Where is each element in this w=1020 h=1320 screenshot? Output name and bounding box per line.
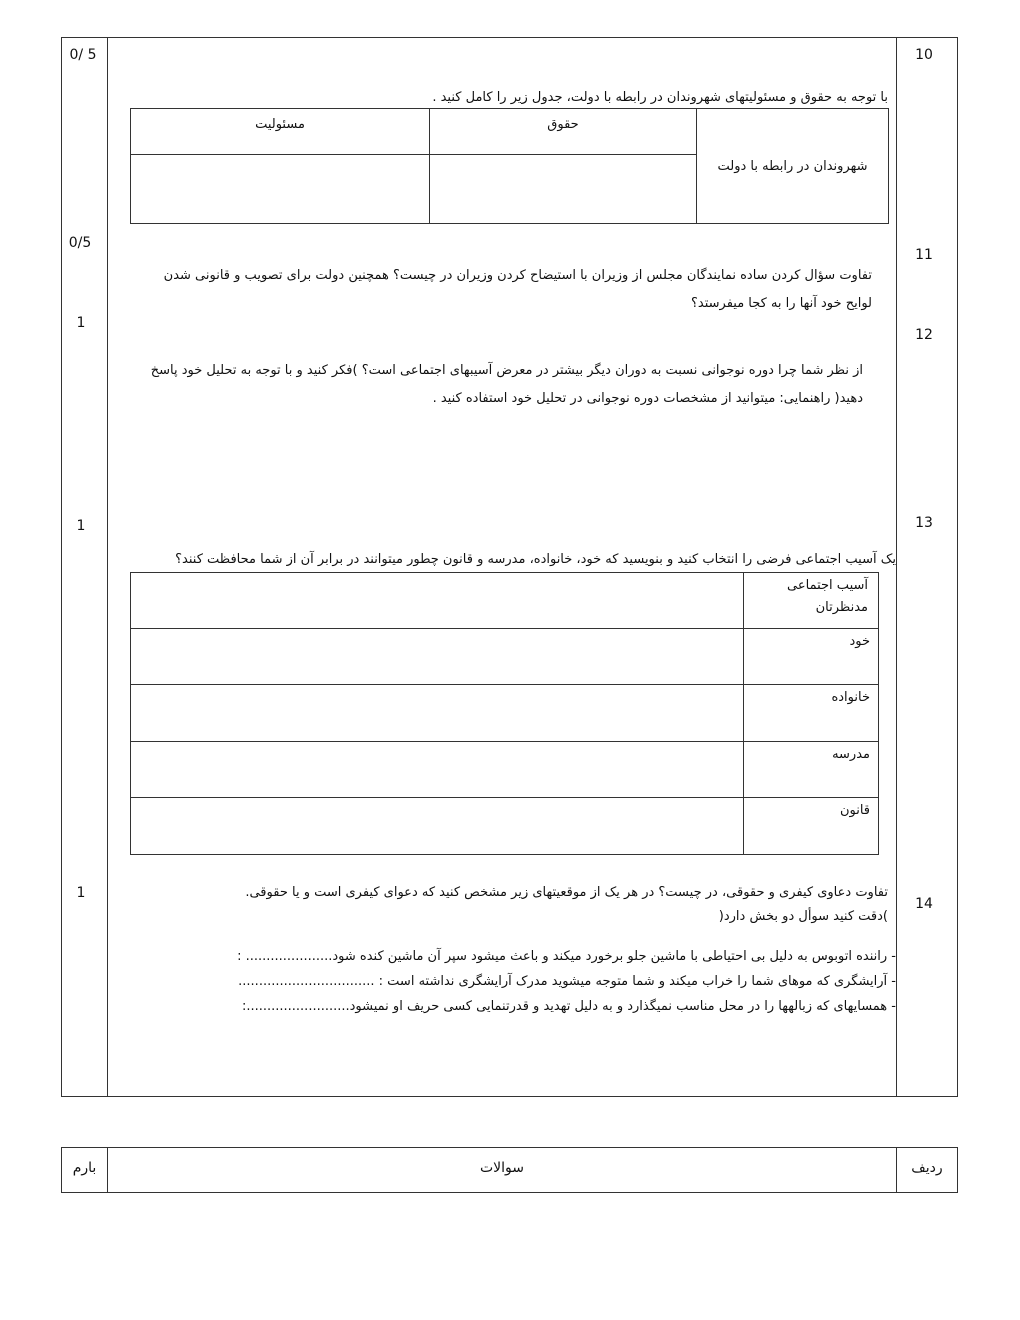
harm-answer-cell[interactable] [131,573,744,629]
question-score: 1 [76,518,86,534]
question-text-line1: تفاوت دعاوی کیفری و حقوقی، در چیست؟ در هر یک از موقعیتهای زیر مشخص کنید که دعوای کیفری است و یا حقوقی. [245,885,888,900]
question-text-line1: از نظر شما چرا دوره نوجوانی نسبت به دوران دیگر بیشتر در معرض آسیبهای اجتماعی است؟ )فکر کنید و با توجه به تحلیل خود پاسخ [150,363,863,378]
rights-table [130,108,889,224]
question-score: 0/ 5 [69,47,97,63]
rights-table-col-responsibility: مسئولیت [131,109,430,155]
question-number: 14 [915,896,933,912]
question-text-line2: دهید( راهنمایی: میتوانید از مشخصات دوره نوجوانی در تحلیل خود استفاده کنید . [432,391,863,406]
footer-divider [896,1147,897,1193]
question-text-line2: لوایح خود آنها را به کجا میفرستد؟ [690,296,872,311]
rights-answer-cell[interactable] [430,155,697,224]
header-radif: ردیف [911,1160,943,1176]
self-row-label: خود [744,629,879,685]
harm-row-label: آسیب اجتماعی مدنظرتان [744,573,879,629]
header-soalat: سوالات [479,1160,525,1176]
situation-item: - همسایهای که زبالهها را در محل مناسب نمیگذارد و به دلیل تهدید و قدرتنمایی کسی حریف او نمیشود.........................: [241,999,896,1014]
score-column-divider [107,37,108,1097]
question-number: 11 [915,247,933,263]
law-answer-cell[interactable] [131,798,744,855]
self-answer-cell[interactable] [131,629,744,685]
question-text-line1: تفاوت سؤال کردن ساده نمایندگان مجلس از وزیران با استیضاح کردن وزیران در چیست؟ همچنین دولت برای تصویب و قانونی شدن [163,268,872,283]
question-score: 0/5 [68,235,92,251]
question-score: 1 [76,885,86,901]
question-number: 12 [915,327,933,343]
question-text: یک آسیب اجتماعی فرضی را انتخاب کنید و بنویسید که خود، خانواده، مدرسه و قانون چطور میتوانند در برابر آن از شما محافظت کنند؟ [175,552,896,567]
school-row-label: مدرسه [744,742,879,798]
rights-table-col-rights: حقوق [430,109,697,155]
number-column-divider [896,37,897,1097]
question-score: 1 [76,315,86,331]
question-number: 13 [915,515,933,531]
situation-item: - آرایشگری که موهای شما را خراب میکند و شما متوجه میشوید مدرک آرایشگری نداشته است : ................................. [238,974,896,989]
question-text-line2: )دقت کنید سوأل دو بخش دارد( [718,909,888,924]
situation-item: - راننده اتوبوس به دلیل بی احتیاطی با ماشین جلو برخورد میکند و باعث میشود سپر آن ماشین کنده شود..................... : [237,949,896,964]
family-row-label: خانواده [744,685,879,742]
header-barem: بارم [72,1160,97,1176]
family-answer-cell[interactable] [131,685,744,742]
school-answer-cell[interactable] [131,742,744,798]
question-number: 10 [915,47,933,63]
social-harm-table [130,572,879,855]
question-text: با توجه به حقوق و مسئولیتهای شهروندان در رابطه با دولت، جدول زیر را کامل کنید . [432,90,888,105]
law-row-label: قانون [744,798,879,855]
responsibility-answer-cell[interactable] [131,155,430,224]
rights-table-row-header: شهروندان در رابطه با دولت [697,109,889,224]
